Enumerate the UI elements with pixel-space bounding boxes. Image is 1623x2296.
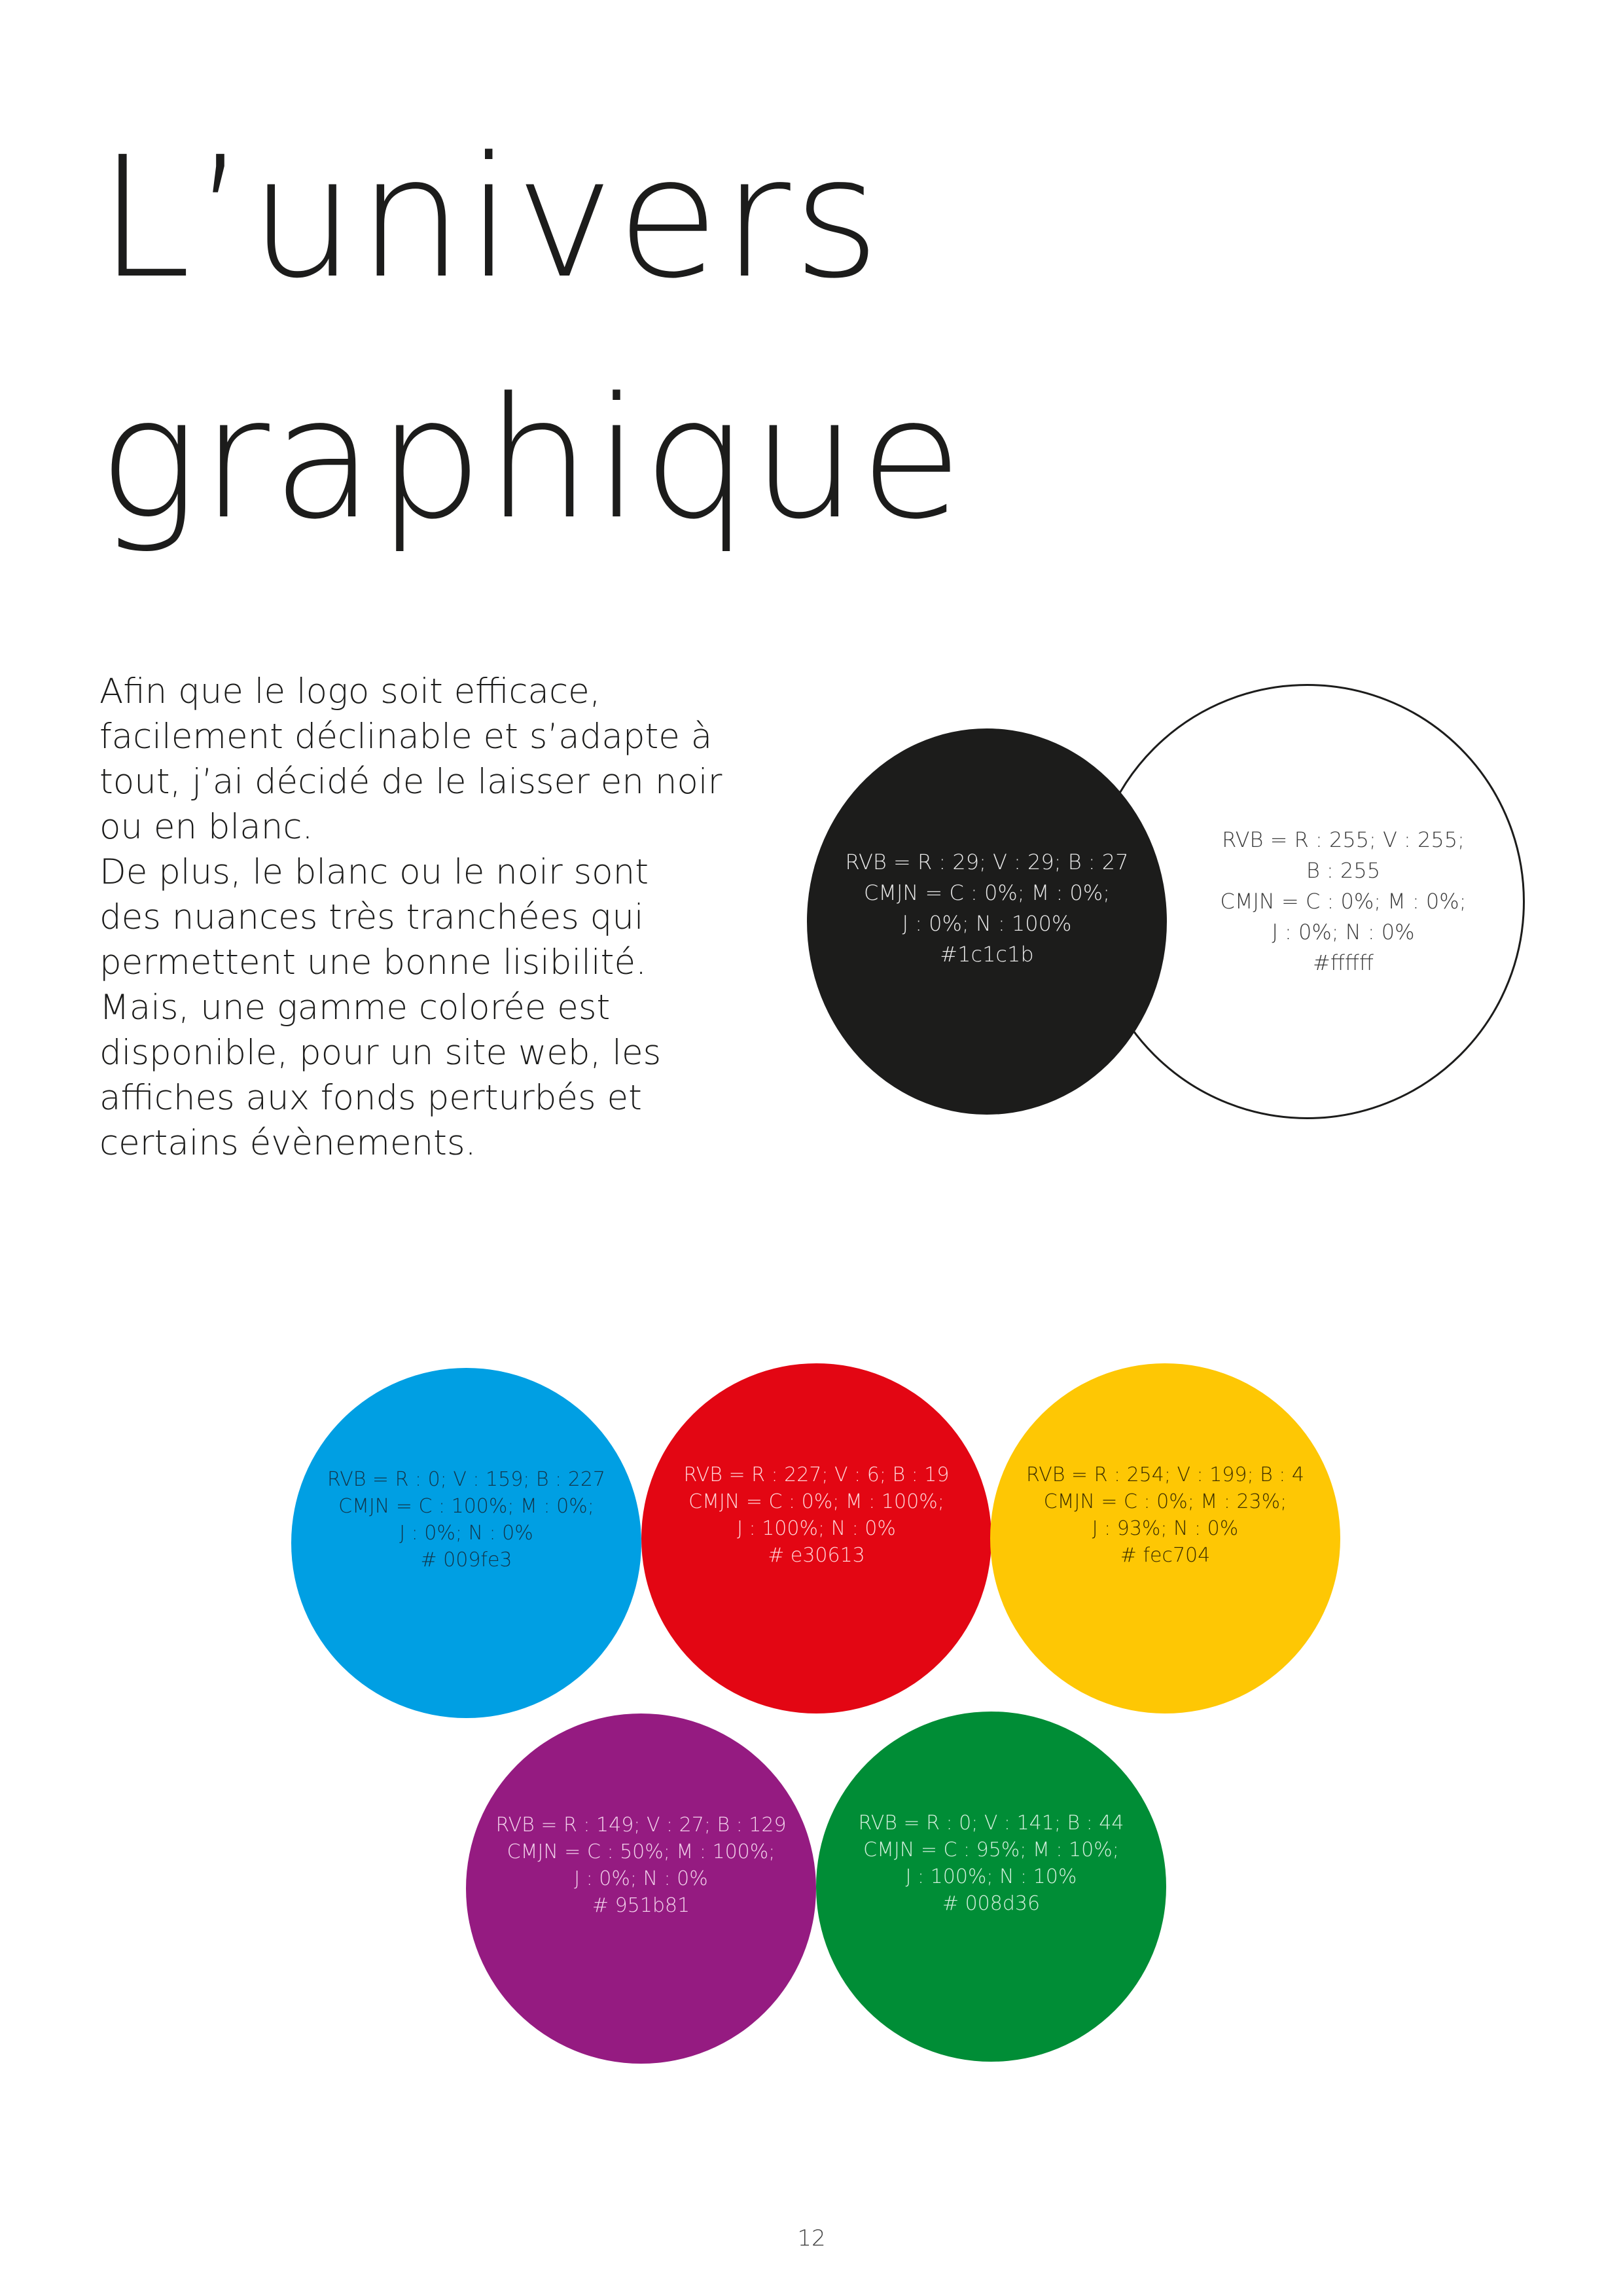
green-swatch-info	[859, 1810, 1124, 1917]
paragraph-line: certains évènements.	[99, 1123, 476, 1163]
page-title-line-1: L’univers	[98, 121, 883, 315]
page-title	[98, 98, 965, 580]
swatch-info-line: CMJN = C : 0%; M : 0%;	[1220, 889, 1467, 914]
purple-swatch-info	[495, 1812, 786, 1919]
swatch-info-line: CMJN = C : 50%; M : 100%;	[507, 1840, 776, 1863]
swatch-info-line: J : 100%; N : 10%	[905, 1865, 1077, 1888]
swatch-info-line: J : 100%; N : 0%	[737, 1516, 896, 1540]
paragraph-line: Mais, une gamme colorée est	[99, 988, 611, 1028]
swatch-info-line: J : 0%; N : 100%	[902, 911, 1072, 936]
yellow-color-swatch	[990, 1363, 1340, 1713]
paragraph-line: tout, j’ai décidé de le laisser en noir	[99, 762, 722, 802]
swatch-info-line: CMJN = C : 95%; M : 10%;	[863, 1838, 1119, 1861]
blue-swatch-info	[327, 1466, 605, 1573]
swatch-info-line: CMJN = C : 0%; M : 0%;	[864, 880, 1110, 905]
swatch-info-line: J : 0%; N : 0%	[1272, 920, 1415, 944]
paragraph-line: permettent une bonne lisibilité.	[99, 942, 647, 982]
swatch-info-line: #1c1c1b	[940, 942, 1034, 967]
swatch-info-line: # e30613	[768, 1543, 865, 1567]
swatch-info-line: J : 93%; N : 0%	[1092, 1516, 1239, 1540]
swatch-info-line: #ffffff	[1313, 950, 1374, 975]
red-color-swatch	[641, 1363, 991, 1713]
red-swatch-info	[684, 1462, 950, 1569]
paragraph-line: affiches aux fonds perturbés et	[99, 1078, 642, 1118]
swatch-info-line: CMJN = C : 100%; M : 0%;	[338, 1494, 594, 1518]
paragraph-line: Afin que le logo soit efficace,	[99, 672, 601, 711]
paragraph-line: De plus, le blanc ou le noir sont	[99, 852, 649, 892]
paragraph-line: des nuances très tranchées qui	[99, 897, 644, 937]
swatch-info-line: # fec704	[1120, 1543, 1211, 1567]
page-title-line-2: graphique	[98, 362, 965, 556]
swatch-info-line: # 008d36	[942, 1892, 1041, 1915]
paragraph-line: ou en blanc.	[99, 807, 313, 847]
swatch-info-line: RVB = R : 0; V : 159; B : 227	[327, 1467, 606, 1491]
swatch-info-line: RVB = R : 255; V : 255;	[1222, 827, 1465, 852]
swatch-info-line: B : 255	[1306, 858, 1381, 883]
swatch-info-line: RVB = R : 227; V : 6; B : 19	[683, 1463, 950, 1486]
paragraph-line: facilement déclinable et s’adapte à	[99, 717, 713, 757]
black-swatch-info	[846, 847, 1129, 970]
black-color-swatch	[807, 728, 1167, 1115]
purple-color-swatch	[466, 1713, 816, 2064]
blue-color-swatch	[291, 1368, 641, 1718]
swatch-info-line: RVB = R : 0; V : 141; B : 44	[858, 1811, 1124, 1835]
yellow-swatch-info	[1026, 1462, 1304, 1569]
intro-paragraph	[99, 669, 774, 1166]
page-number: 12	[797, 2225, 826, 2251]
swatch-info-line: J : 0%; N : 0%	[574, 1867, 708, 1890]
swatch-info-line: RVB = R : 254; V : 199; B : 4	[1026, 1463, 1305, 1486]
swatch-info-line: RVB = R : 149; V : 27; B : 129	[495, 1813, 787, 1837]
swatch-info-line: CMJN = C : 0%; M : 100%;	[688, 1490, 944, 1513]
swatch-info-line: CMJN = C : 0%; M : 23%;	[1043, 1490, 1287, 1513]
swatch-info-line: # 009fe3	[420, 1548, 512, 1571]
paragraph-line: disponible, pour un site web, les	[99, 1033, 662, 1073]
green-color-swatch	[816, 1712, 1166, 2062]
swatch-info-line: J : 0%; N : 0%	[399, 1521, 533, 1545]
white-swatch-info	[1221, 825, 1467, 978]
swatch-info-line: RVB = R : 29; V : 29; B : 27	[845, 850, 1129, 874]
swatch-info-line: # 951b81	[592, 1893, 690, 1917]
